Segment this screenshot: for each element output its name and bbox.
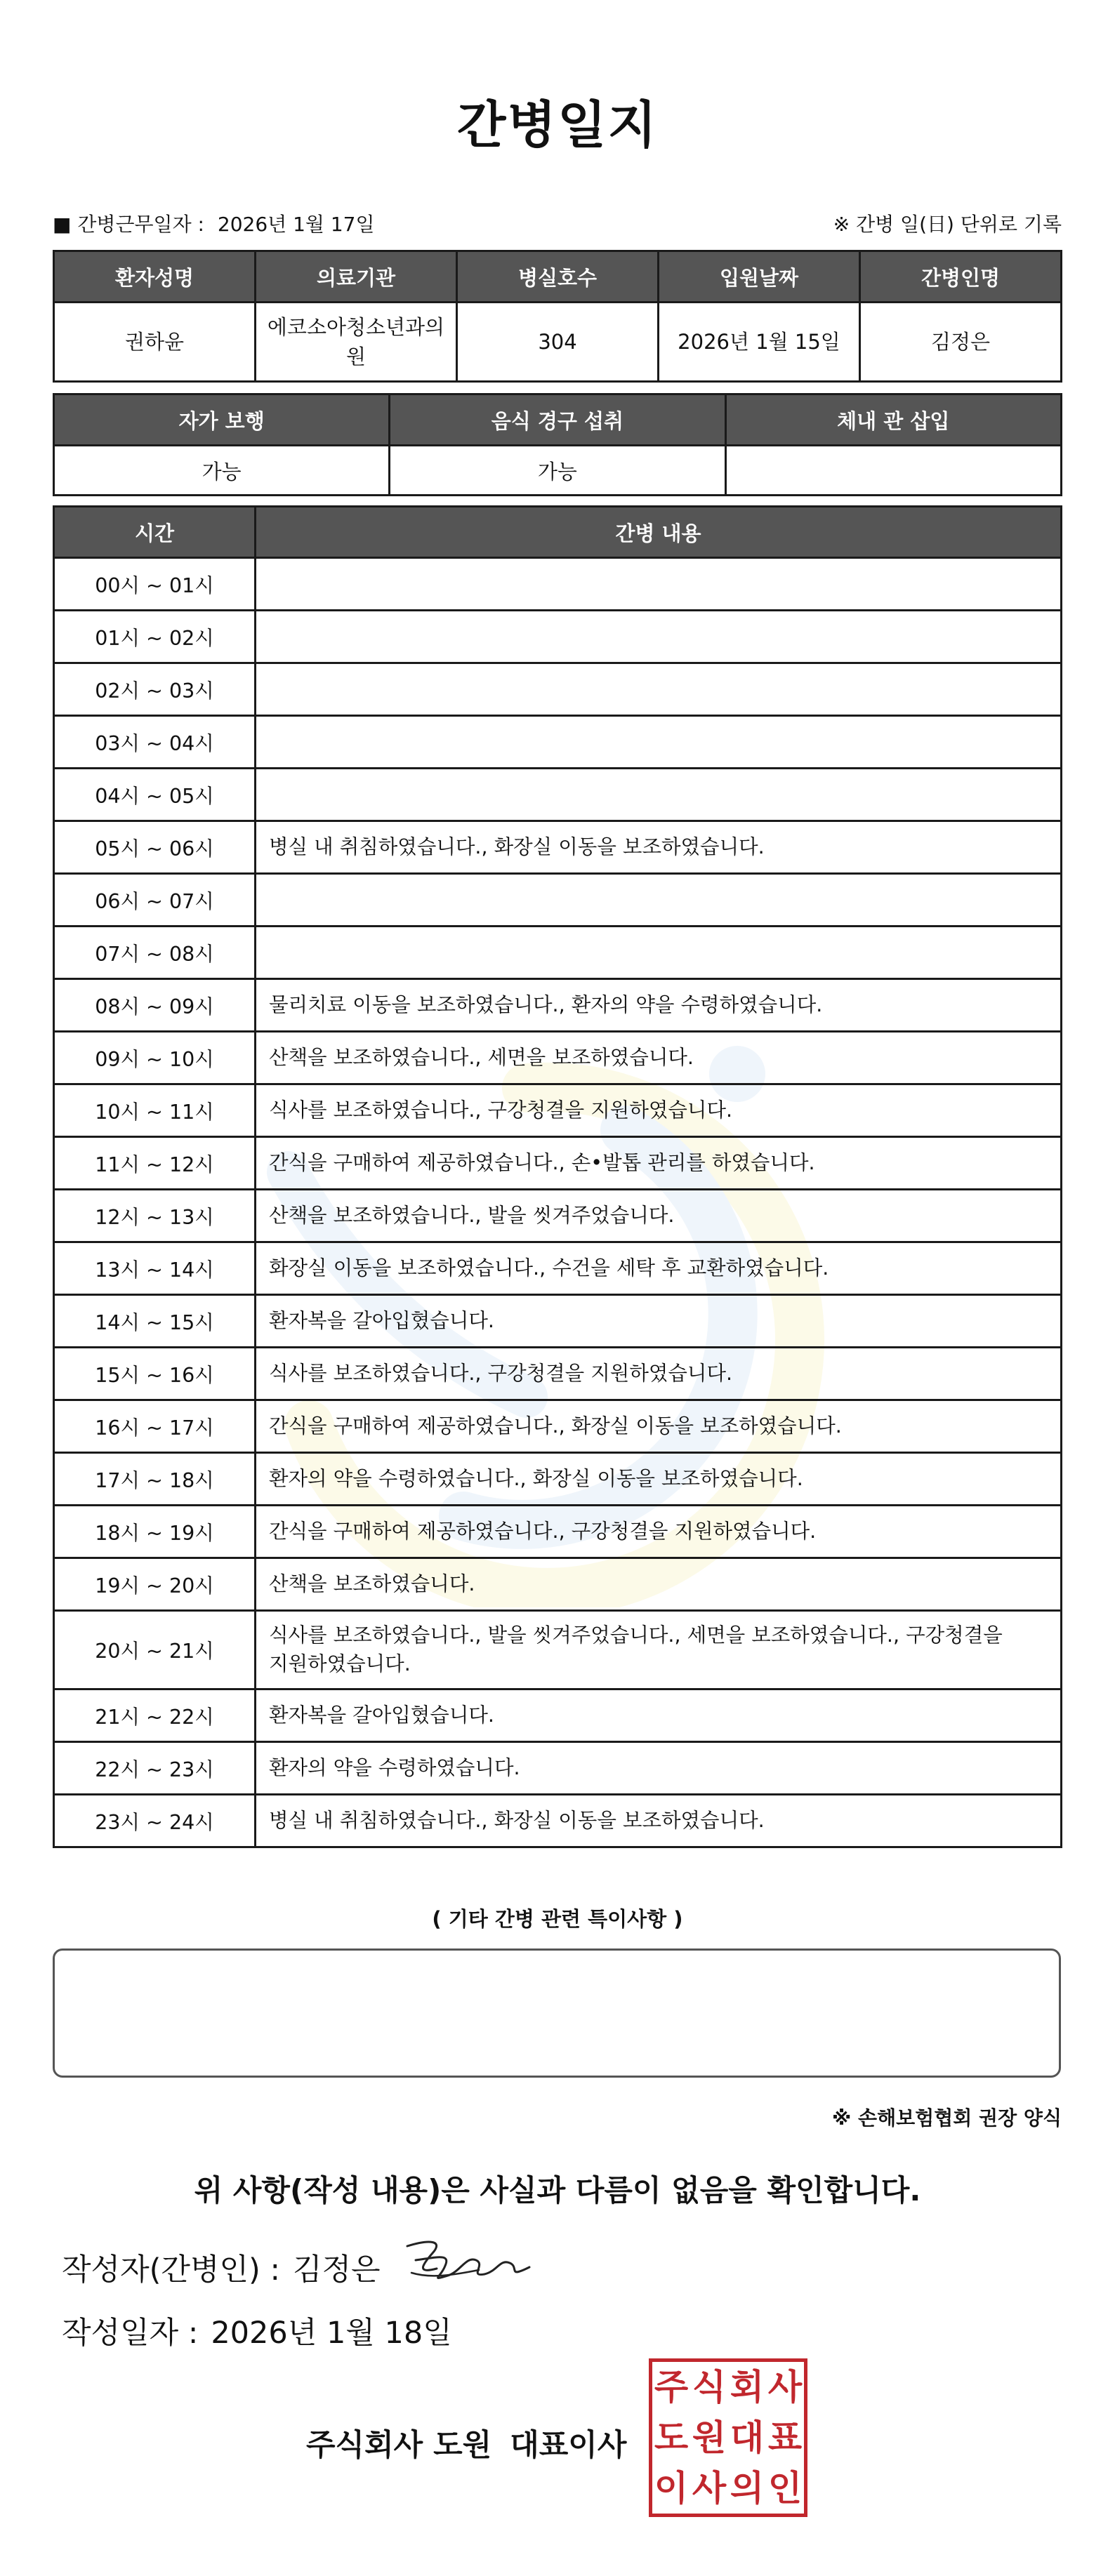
table-row xyxy=(54,821,1062,874)
log-content: 환자복을 갈아입혔습니다. xyxy=(256,1689,1062,1742)
handwritten-signature xyxy=(402,2232,535,2288)
header-care-content: 간병 내용 xyxy=(256,507,1062,558)
table-row xyxy=(54,1742,1062,1795)
table-row xyxy=(54,1506,1062,1558)
writer-label: 작성자(간병인) : xyxy=(62,2252,280,2288)
header-room-number: 병실호수 xyxy=(457,251,659,303)
form-note: ※ 손해보험협회 권장 양식 xyxy=(832,2106,1062,2130)
written-date-line xyxy=(62,2309,452,2352)
seal-char: 주 xyxy=(654,2367,689,2408)
patient-status-table xyxy=(53,393,1062,496)
table-row xyxy=(54,1084,1062,1137)
log-content: 식사를 보조하였습니다., 구강청결을 지원하였습니다. xyxy=(256,1348,1062,1400)
self-walking-value: 가능 xyxy=(54,446,390,496)
writer-name: 김정은 xyxy=(292,2252,381,2288)
writer-line xyxy=(62,2246,381,2289)
log-time: 16시 ~ 17시 xyxy=(54,1400,256,1453)
log-time: 11시 ~ 12시 xyxy=(54,1137,256,1190)
table-row xyxy=(54,663,1062,716)
log-time: 13시 ~ 14시 xyxy=(54,1242,256,1295)
log-content xyxy=(256,716,1062,769)
table-row xyxy=(54,1348,1062,1400)
seal-char: 대 xyxy=(730,2417,765,2458)
table-row xyxy=(54,716,1062,769)
log-time: 07시 ~ 08시 xyxy=(54,927,256,979)
log-content: 간식을 구매하여 제공하였습니다., 손•발톱 관리를 하였습니다. xyxy=(256,1137,1062,1190)
patient-info-table xyxy=(53,250,1062,383)
company-seal-stamp xyxy=(649,2358,807,2517)
log-content: 화장실 이동을 보조하였습니다., 수건을 세탁 후 교환하였습니다. xyxy=(256,1242,1062,1295)
log-time: 22시 ~ 23시 xyxy=(54,1742,256,1795)
table-row xyxy=(54,1137,1062,1190)
log-time: 06시 ~ 07시 xyxy=(54,874,256,927)
log-content xyxy=(256,927,1062,979)
work-date-line xyxy=(53,209,375,237)
table-row xyxy=(54,1453,1062,1506)
log-content: 산책을 보조하였습니다. xyxy=(256,1558,1062,1611)
log-time: 23시 ~ 24시 xyxy=(54,1795,256,1847)
care-log-body xyxy=(54,558,1062,1847)
log-time: 09시 ~ 10시 xyxy=(54,1032,256,1084)
table-row xyxy=(54,1558,1062,1611)
table-row xyxy=(54,1400,1062,1453)
room-number: 304 xyxy=(457,303,659,382)
table-row xyxy=(54,1295,1062,1348)
document-title: 간병일지 xyxy=(456,95,659,154)
header-caregiver-name: 간병인명 xyxy=(860,251,1062,303)
tube-insertion-value xyxy=(725,446,1061,496)
log-time: 00시 ~ 01시 xyxy=(54,558,256,611)
seal-char: 회 xyxy=(730,2367,765,2408)
log-content: 병실 내 취침하였습니다., 화장실 이동을 보조하였습니다. xyxy=(256,821,1062,874)
log-time: 19시 ~ 20시 xyxy=(54,1558,256,1611)
table-row xyxy=(54,558,1062,611)
log-content: 식사를 보조하였습니다., 구강청결을 지원하였습니다. xyxy=(256,1084,1062,1137)
seal-char: 원 xyxy=(692,2417,727,2458)
seal-char: 식 xyxy=(692,2367,727,2408)
log-content: 식사를 보조하였습니다., 발을 씻겨주었습니다., 세면을 보조하였습니다., 구강청결을 지원하였습니다. xyxy=(256,1611,1062,1689)
seal-char: 인 xyxy=(767,2468,803,2509)
header-patient-name: 환자성명 xyxy=(54,251,256,303)
hospital-name: 에코소아청소년과의원 xyxy=(256,303,457,382)
unit-note: ※ 간병 일(日) 단위로 기록 xyxy=(833,213,1062,236)
log-time: 15시 ~ 16시 xyxy=(54,1348,256,1400)
header-admission-date: 입원날짜 xyxy=(659,251,860,303)
header-hospital: 의료기관 xyxy=(256,251,457,303)
table-row xyxy=(54,1689,1062,1742)
seal-char: 이 xyxy=(654,2468,689,2509)
log-content: 산책을 보조하였습니다., 세면을 보조하였습니다. xyxy=(256,1032,1062,1084)
care-log-table xyxy=(53,505,1062,1848)
caregiver-name: 김정은 xyxy=(860,303,1062,382)
confirmation-statement: 위 사항(작성 내용)은 사실과 다름이 없음을 확인합니다. xyxy=(194,2173,921,2207)
log-content: 간식을 구매하여 제공하였습니다., 화장실 이동을 보조하였습니다. xyxy=(256,1400,1062,1453)
log-time: 18시 ~ 19시 xyxy=(54,1506,256,1558)
log-time: 08시 ~ 09시 xyxy=(54,979,256,1032)
work-date-label: ■ 간병근무일자 : xyxy=(53,213,204,236)
log-time: 17시 ~ 18시 xyxy=(54,1453,256,1506)
header-oral-intake: 음식 경구 섭취 xyxy=(390,394,725,446)
log-content xyxy=(256,663,1062,716)
log-content: 병실 내 취침하였습니다., 화장실 이동을 보조하였습니다. xyxy=(256,1795,1062,1847)
log-time: 20시 ~ 21시 xyxy=(54,1611,256,1689)
log-content: 환자복을 갈아입혔습니다. xyxy=(256,1295,1062,1348)
log-time: 05시 ~ 06시 xyxy=(54,821,256,874)
table-row xyxy=(54,1795,1062,1847)
oral-intake-value: 가능 xyxy=(390,446,725,496)
log-content xyxy=(256,558,1062,611)
seal-char: 도 xyxy=(654,2417,689,2458)
table-row xyxy=(54,611,1062,663)
company-name: 주식회사 도원 xyxy=(306,2428,492,2463)
log-content: 물리치료 이동을 보조하였습니다., 환자의 약을 수령하였습니다. xyxy=(256,979,1062,1032)
table-row xyxy=(54,769,1062,821)
seal-char: 의 xyxy=(730,2468,765,2509)
log-content xyxy=(256,874,1062,927)
seal-char: 사 xyxy=(692,2468,727,2509)
table-row xyxy=(54,1190,1062,1242)
seal-char: 사 xyxy=(767,2367,803,2408)
log-content: 산책을 보조하였습니다., 발을 씻겨주었습니다. xyxy=(256,1190,1062,1242)
log-time: 02시 ~ 03시 xyxy=(54,663,256,716)
log-time: 04시 ~ 05시 xyxy=(54,769,256,821)
admission-date: 2026년 1월 15일 xyxy=(659,303,860,382)
log-time: 03시 ~ 04시 xyxy=(54,716,256,769)
log-content xyxy=(256,611,1062,663)
log-content: 환자의 약을 수령하였습니다. xyxy=(256,1742,1062,1795)
table-row xyxy=(54,927,1062,979)
log-time: 01시 ~ 02시 xyxy=(54,611,256,663)
log-time: 14시 ~ 15시 xyxy=(54,1295,256,1348)
work-date-value: 2026년 1월 17일 xyxy=(217,213,375,236)
log-content: 간식을 구매하여 제공하였습니다., 구강청결을 지원하였습니다. xyxy=(256,1506,1062,1558)
patient-name: 권하윤 xyxy=(54,303,256,382)
header-self-walking: 자가 보행 xyxy=(54,394,390,446)
table-row xyxy=(54,1242,1062,1295)
log-content: 환자의 약을 수령하였습니다., 화장실 이동을 보조하였습니다. xyxy=(256,1453,1062,1506)
seal-char: 표 xyxy=(767,2417,803,2458)
header-time: 시간 xyxy=(54,507,256,558)
log-time: 10시 ~ 11시 xyxy=(54,1084,256,1137)
company-line xyxy=(306,2422,626,2464)
remarks-title: ( 기타 간병 관련 특이사항 ) xyxy=(432,1907,683,1931)
table-row xyxy=(54,874,1062,927)
table-row xyxy=(54,979,1062,1032)
company-ceo: 대표이사 xyxy=(510,2428,627,2463)
remarks-box xyxy=(53,1948,1061,2078)
header-tube-insertion: 체내 관 삽입 xyxy=(725,394,1061,446)
log-time: 21시 ~ 22시 xyxy=(54,1689,256,1742)
log-content xyxy=(256,769,1062,821)
log-time: 12시 ~ 13시 xyxy=(54,1190,256,1242)
written-date-label: 작성일자 : xyxy=(62,2316,199,2351)
table-row xyxy=(54,1032,1062,1084)
table-row xyxy=(54,1611,1062,1689)
written-date-value: 2026년 1월 18일 xyxy=(211,2316,452,2351)
